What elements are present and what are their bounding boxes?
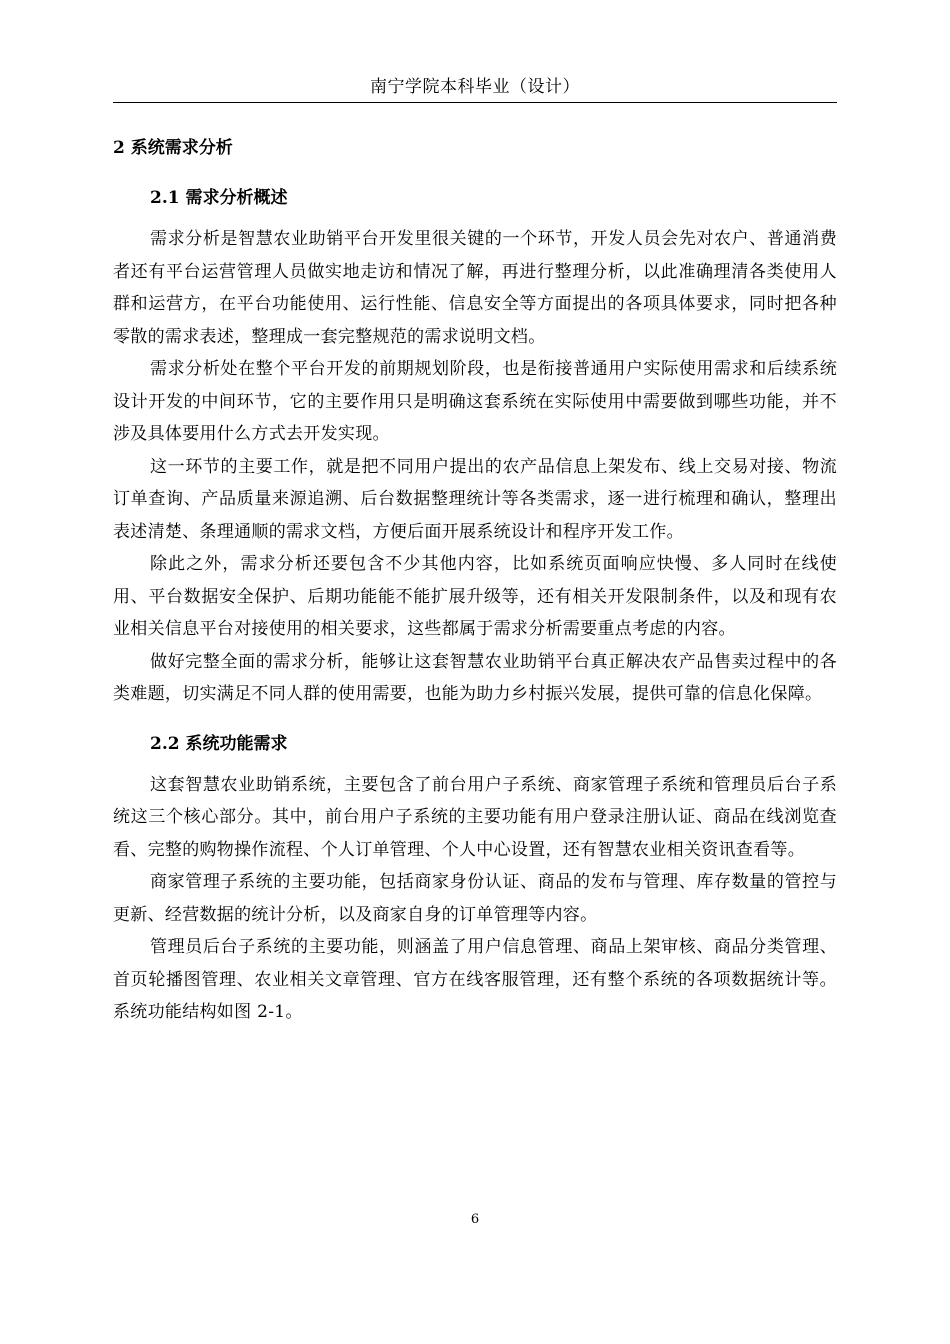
- paragraph: 需求分析是智慧农业助销平台开发里很关键的一个环节，开发人员会先对农户、普通消费者还有平台运营管理人员做实地走访和情况了解，再进行整理分析，以此准确理清各类使用人群和运营方，在平台功能使用、运行性能、信息安全等方面提出的各项具体要求，同时把各种零散的需求表述，整理成一套完整规范的需求说明文档。: [113, 229, 837, 347]
- section-requirements-overview: [113, 181, 837, 711]
- paragraph: 商家管理子系统的主要功能，包括商家身份认证、商品的发布与管理、库存数量的管控与更新、经营数据的统计分析，以及商家自身的订单管理等内容。: [113, 872, 837, 925]
- paragraph: 管理员后台子系统的主要功能，则涵盖了用户信息管理、商品上架审核、商品分类管理、首页轮播图管理、农业相关文章管理、官方在线客服管理，还有整个系统的各项数据统计等。系统功能结构如图 2-1。: [113, 937, 837, 1022]
- section-title: 2.2 系统功能需求: [150, 733, 288, 754]
- section-functional-requirements: [113, 727, 837, 1029]
- section-title: 2.1 需求分析概述: [150, 188, 288, 208]
- chapter-title: 2 系统需求分析: [113, 138, 233, 158]
- paragraph: 除此之外，需求分析还要包含不少其他内容，比如系统页面响应快慢、多人同时在线使用、平台数据安全保护、后期功能能不能扩展升级等，还有相关开发限制条件，以及和现有农业相关信息平台对接使用的相关要求，这些都属于需求分析需要重点考虑的内容。: [113, 554, 837, 639]
- paragraph: 需求分析处在整个平台开发的前期规划阶段，也是衔接普通用户实际使用需求和后续系统设计开发的中间环节，它的主要作用只是明确这套系统在实际使用中需要做到哪些功能，并不涉及具体要用什么方式去开发实现。: [113, 359, 837, 444]
- header-rule: [113, 102, 837, 103]
- page-header: 南宁学院本科毕业（设计）: [370, 77, 580, 97]
- page-number: 6: [470, 1212, 480, 1227]
- document-body: [113, 131, 837, 1029]
- paragraph: 这一环节的主要工作，就是把不同用户提出的农产品信息上架发布、线上交易对接、物流订单查询、产品质量来源追溯、后台数据整理统计等各类需求，逐一进行梳理和确认，整理出表述清楚、条理通顺的需求文档，方便后面开展系统设计和程序开发工作。: [113, 456, 837, 542]
- paragraph: 这套智慧农业助销系统，主要包含了前台用户子系统、商家管理子系统和管理员后台子系统这三个核心部分。其中，前台用户子系统的主要功能有用户登录注册认证、商品在线浏览查看、完整的购物操作流程、个人订单管理、个人中心设置，还有智慧农业相关资讯查看等。: [113, 774, 837, 860]
- paragraph: 做好完整全面的需求分析，能够让这套智慧农业助销平台真正解决农产品售卖过程中的各类难题，切实满足不同人群的使用需要，也能为助力乡村振兴发展，提供可靠的信息化保障。: [113, 651, 837, 704]
